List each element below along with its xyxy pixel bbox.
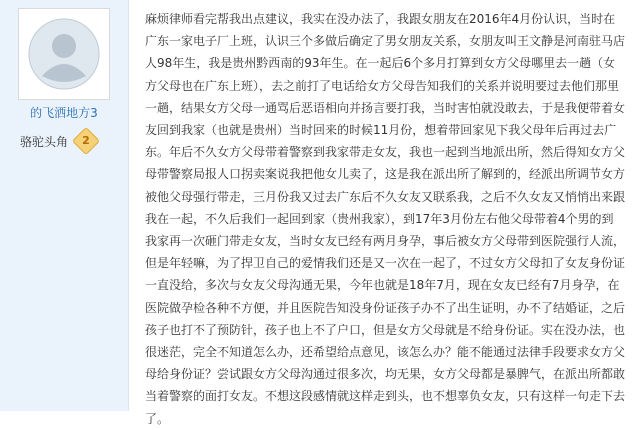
user-rank [20, 131, 120, 151]
author-sidebar [0, 0, 129, 411]
rank-level: 2 [82, 134, 90, 147]
default-avatar-icon [28, 18, 100, 90]
author-username[interactable]: 的飞洒地方3 [30, 106, 98, 120]
rank-label: 骆驼头角 [20, 135, 69, 149]
post-content: 麻烦律师看完帮我出点建议，我实在没办法了，我跟女朋友在2016年4月份认识，当时在广东一家电子厂上班，认识三个多做后确定了男女朋友关系，女朋友叫王文静是河南驻马店人98年生，我是贵州黔西南的93年生。在一起后6个多月打算到女方父母哪里去一趟（女方父母也在广东上班），去之前打了电话给女方父母告知我们的关系并说明要过去他们那里一趟，结果女方父母一通骂后恶语相向并扬言要打我，当时害怕就没敢去，于是我便带着女友回到我家（也就是贵州）当时回来的时候11月份，想着带回家见下我父母年后再过去广东。年后不久女方父母带着警察到我家带走女友，我也一起到当地派出所，然后得知女方父母带警察局报人口拐卖案说我把他女儿卖了，这是我在派出所了解到的，经派出所调节女方被他父母强行带走，三月份我又过去广东后不久女友又联系我，之后不久女友又悄悄出来跟我在一起，不久后我们一起回到家（贵州我家），到17年3月份左右他父母带着4个男的到我家再一次砸门带走女友，当时女友已经有两月身孕，事后被女方父母带到医院强行人流，但是年轻嘛，为了捍卫自己的爱情我们还是又一次在一起了，不过女方父母扣了女友身份证一直没给，多次与女友父母沟通无果，今年也就是18年7月，现在女友已经有7月身孕，在医院做孕检各种不方便，并且医院告知没身份证孩子办不了出生证明，办不了结婚证，之后孩子也打不了预防针，孩子也上不了户口，但是女方父母就是不给身份证。实在没办法，也很迷茫，完全不知道怎么办，还希望给点意见，该怎么办？能不能通过法律手段要求女方父母给身份证？尝试跟女方父母沟通过很多次，均无果，女方父母都是暴脾气，在派出所都敢当着警察的面打女友。不想这段感情就这样走到头，也不想辜负女友，只有这样一句走下去了。 [145, 12, 626, 426]
avatar[interactable] [18, 8, 110, 100]
